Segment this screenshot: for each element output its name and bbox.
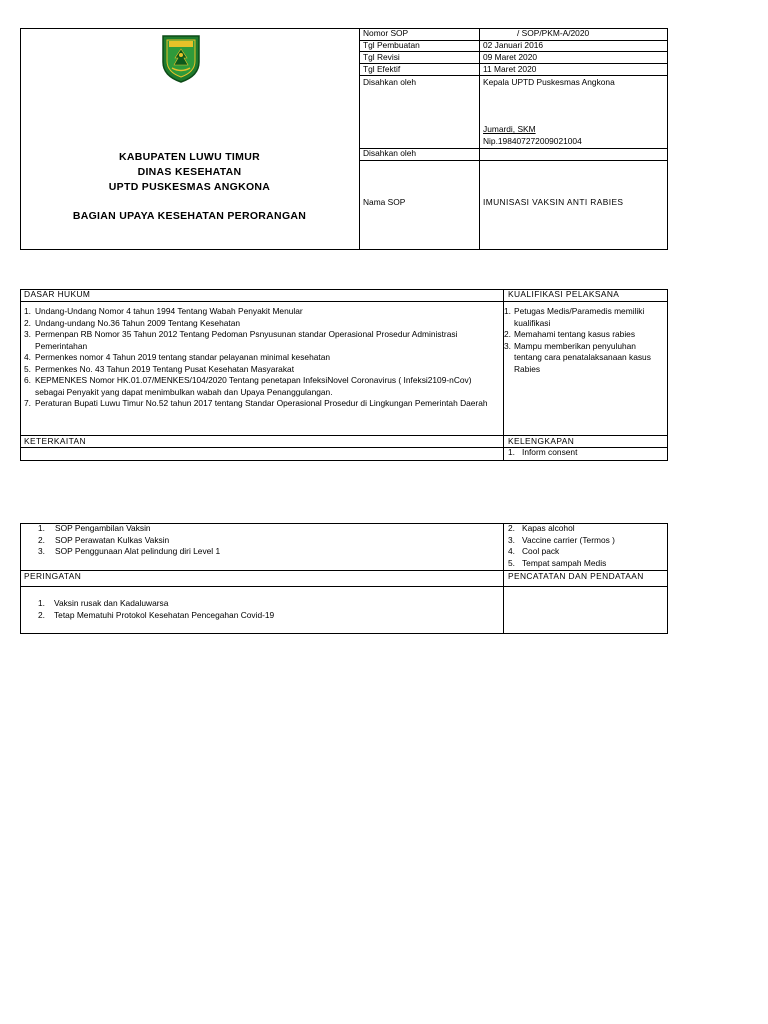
list-item [24, 318, 500, 330]
item-text: Tempat sampah Medis [522, 557, 607, 568]
list-item [38, 598, 498, 610]
item-text: Undang-Undang Nomor 4 tahun 1994 Tentang Wabah Penyakit Menular [35, 306, 303, 316]
item-text: Permenpan RB Nomor 35 Tahun 2012 Tentang Pedoman Psnyusunan standar Operasional Prosedur Administrasi Pemerintahan [35, 329, 458, 351]
signer-name: Jumardi, SKM [483, 124, 536, 134]
list-item [38, 610, 498, 622]
item-text: Kapas alcohol [522, 523, 575, 533]
item-text: Cool pack [522, 546, 560, 556]
item-number: 6. [24, 375, 31, 385]
keterkaitan-list [38, 523, 498, 558]
item-number: 4. [24, 352, 31, 362]
kelengkapan-header: KELENGKAPAN [508, 436, 575, 446]
dasar-hukum-list [24, 306, 500, 410]
kualifikasi-list [504, 306, 662, 375]
nama-sop-label: Nama SOP [363, 197, 406, 207]
list-item [508, 558, 664, 570]
nomor-sop-label: Nomor SOP [363, 28, 409, 38]
header-divider-left [359, 28, 360, 250]
disahkan-label: Disahkan oleh [363, 77, 417, 87]
list-item [38, 535, 498, 547]
list-item [508, 546, 664, 558]
list-item [504, 306, 662, 329]
list-item [24, 364, 500, 376]
nama-sop-value: IMUNISASI VAKSIN ANTI RABIES [483, 197, 624, 207]
dasar-hukum-header: DASAR HUKUM [24, 289, 91, 299]
item-number: 7. [24, 398, 31, 408]
item-text: SOP Pengambilan Vaksin [55, 523, 151, 533]
item-number: 5. [24, 363, 31, 374]
disahkan-value: Kepala UPTD Puskesmas Angkona [483, 77, 615, 87]
item-text: Peraturan Bupati Luwu Timur No.52 tahun 2017 tentang Standar Operasional Prosedur di Lingkungan Pemerintah Daerah [35, 398, 488, 408]
item-text: Vaccine carrier (Termos ) [522, 534, 615, 545]
tgl-efektif-value: 11 Maret 2020 [483, 64, 537, 74]
item-number: 4. [508, 546, 515, 556]
item-number: 1. [24, 306, 31, 316]
item-text: Tetap Mematuhi Protokol Kesehatan Pencegahan Covid-19 [54, 609, 275, 620]
tgl-pembuatan-value: 02 Januari 2016 [483, 40, 544, 50]
list-item [508, 535, 664, 547]
item-text: Vaksin rusak dan Kadaluwarsa [54, 598, 169, 608]
institution-line-2: DINAS KESEHATAN [137, 166, 242, 178]
item-number: 1. [38, 598, 45, 608]
list-item [508, 523, 664, 535]
kualifikasi-header: KUALIFIKASI PELAKSANA [508, 289, 620, 299]
item-text: Memahami tentang kasus rabies [514, 329, 636, 339]
item-text: SOP Perawatan Kulkas Vaksin [55, 534, 170, 545]
item-number: 1. [504, 306, 511, 316]
list-item [38, 523, 498, 535]
list-item [504, 329, 662, 341]
item-text: Mampu memberikan penyuluhan tentang cara penatalaksanaan kasus Rabies [514, 340, 651, 374]
district-emblem-logo [160, 32, 202, 84]
item-number: 3. [38, 546, 45, 556]
institution-line-3: UPTD PUSKESMAS ANGKONA [108, 181, 271, 193]
kelengkapan-item-number: 1. [508, 447, 515, 457]
list-item [24, 398, 500, 410]
header-divider-mid [479, 28, 480, 250]
kelengkapan-item-text: Inform consent [522, 447, 578, 457]
list-item [38, 546, 498, 558]
tgl-pembuatan-label: Tgl Pembuatan [363, 40, 420, 50]
signer-nip: Nip.198407272009021004 [483, 136, 582, 146]
list-item [24, 306, 500, 318]
peringatan-list [38, 598, 498, 621]
tgl-revisi-value: 09 Maret 2020 [483, 52, 538, 62]
item-text: Permenkes No. 43 Tahun 2019 Tentang Pusat Kesehatan Masyarakat [35, 363, 295, 374]
item-number: 1. [38, 523, 45, 533]
pencatatan-header: PENCATATAN DAN PENDATAAN [508, 571, 644, 581]
list-item [504, 341, 662, 376]
item-number: 3. [508, 534, 515, 545]
item-number: 5. [508, 557, 515, 568]
item-text: Permenkes nomor 4 Tahun 2019 tentang standar pelayanan minimal kesehatan [35, 352, 331, 362]
disahkan2-label: Disahkan oleh [363, 148, 417, 158]
item-number: 2. [24, 317, 31, 328]
item-text: SOP Penggunaan Alat pelindung diri Level 1 [55, 546, 221, 556]
nomor-sop-value: / SOP/PKM-A/2020 [517, 28, 590, 38]
item-text: KEPMENKES Nomor HK.01.07/MENKES/104/2020 Tentang penetapan InfeksiNovel Coronavirus ( Infeksi2109-nCov) sebagai Penyakit yang dapat menimbulkan wabah dan Upaya Penanggulangan. [35, 375, 472, 397]
item-text: Petugas Medis/Paramedis memiliki kualifikasi [514, 306, 645, 328]
peringatan-header: PERINGATAN [24, 571, 82, 581]
tgl-revisi-label: Tgl Revisi [363, 52, 400, 62]
keterkaitan-header: KETERKAITAN [24, 436, 86, 446]
list-item [24, 329, 500, 352]
item-number: 2. [504, 329, 511, 339]
item-text: Undang-undang No.36 Tahun 2009 Tentang Kesehatan [35, 317, 241, 328]
item-number: 2. [38, 609, 45, 620]
tgl-efektif-label: Tgl Efektif [363, 64, 401, 74]
institution-line-1: KABUPATEN LUWU TIMUR [119, 151, 260, 163]
item-number: 3. [504, 340, 511, 351]
item-number: 2. [508, 523, 515, 533]
list-item [24, 352, 500, 364]
kelengkapan-list [508, 523, 664, 569]
division-title: BAGIAN UPAYA KESEHATAN PERORANGAN [72, 210, 307, 222]
item-number: 3. [24, 329, 31, 339]
item-number: 2. [38, 534, 45, 545]
list-item [24, 375, 500, 398]
